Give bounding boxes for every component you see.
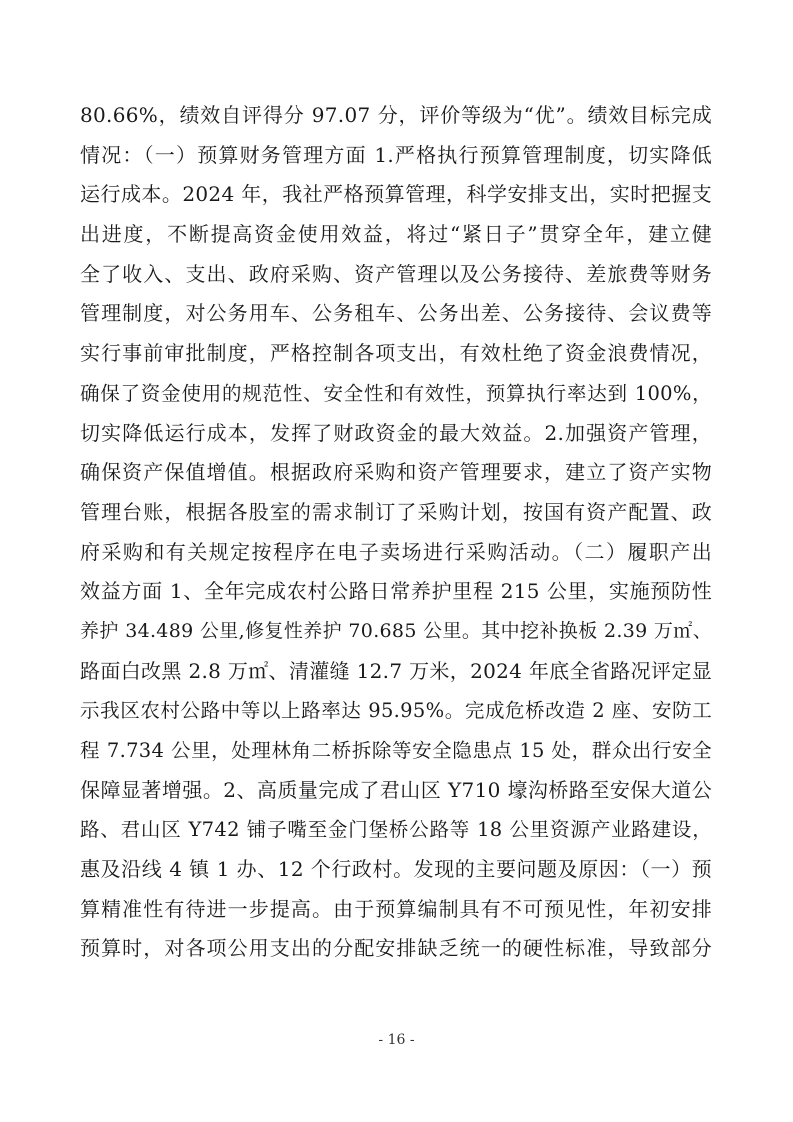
text-line: 养护 34.489 公里,修复性养护 70.685 公里。其中挖补换板 2.39 万㎡、 [80,619,712,642]
text-line: 切实降低运行成本，发挥了财政资金的最大效益。2.加强资产管理， [80,420,712,445]
text-line: 算精准性有待进一步提高。由于预算编制具有不可预见性，年初安排 [80,896,712,921]
text-line: 运行成本。2024 年，我社严格预算管理，科学安排支出，实时把握支 [80,182,712,207]
text-line: 管理制度，对公务用车、公务租车、公务出差、公务接待、会议费等 [80,301,712,326]
text-line: 路、君山区 Y742 铺子嘴至金门堡桥公路等 18 公里资源产业路建设， [80,818,712,842]
text-line: 管理台账，根据各股室的需求制订了采购计划，按国有资产配置、政 [80,499,712,524]
text-line: 情况：（一）预算财务管理方面 1.严格执行预算管理制度，切实降低 [80,142,712,167]
text-line: 路面白改黑 2.8 万㎡、清灌缝 12.7 万米，2024 年底全省路况评定显 [80,658,712,683]
text-line: 出进度，不断提高资金使用效益，将过“紧日子”贯穿全年，建立健 [80,222,712,247]
text-line: 全了收入、支出、政府采购、资产管理以及公务接待、差旅费等财务 [80,261,712,286]
text-line: 保障显著增强。2、高质量完成了君山区 Y710 壕沟桥路至安保大道公 [80,777,712,802]
text-line: 80.66%，绩效自评得分 97.07 分，评价等级为“优”。绩效目标完成 [80,103,712,127]
text-line: 示我区农村公路中等以上路率达 95.95%。完成危桥改造 2 座、安防工 [80,699,712,723]
text-line: 府采购和有关规定按程序在电子卖场进行采购活动。（二）履职产出 [80,539,712,564]
text-line: 实行事前审批制度，严格控制各项支出，有效杜绝了资金浪费情况， [80,341,712,366]
text-line: 效益方面 1、全年完成农村公路日常养护里程 215 公里，实施预防性 [80,579,712,604]
text-line: 预算时，对各项公用支出的分配安排缺乏统一的硬性标准，导致部分 [80,936,712,961]
text-line: 确保资产保值增值。根据政府采购和资产管理要求，建立了资产实物 [80,460,712,485]
text-line: 惠及沿线 4 镇 1 办、12 个行政村。发现的主要问题及原因：（一）预 [80,857,712,882]
page-number: - 16 - [378,1032,415,1048]
text-line: 确保了资金使用的规范性、安全性和有效性，预算执行率达到 100%， [80,381,712,405]
body-paragraph [80,96,712,969]
text-line: 程 7.734 公里，处理林角二桥拆除等安全隐患点 15 处，群众出行安全 [80,739,712,762]
